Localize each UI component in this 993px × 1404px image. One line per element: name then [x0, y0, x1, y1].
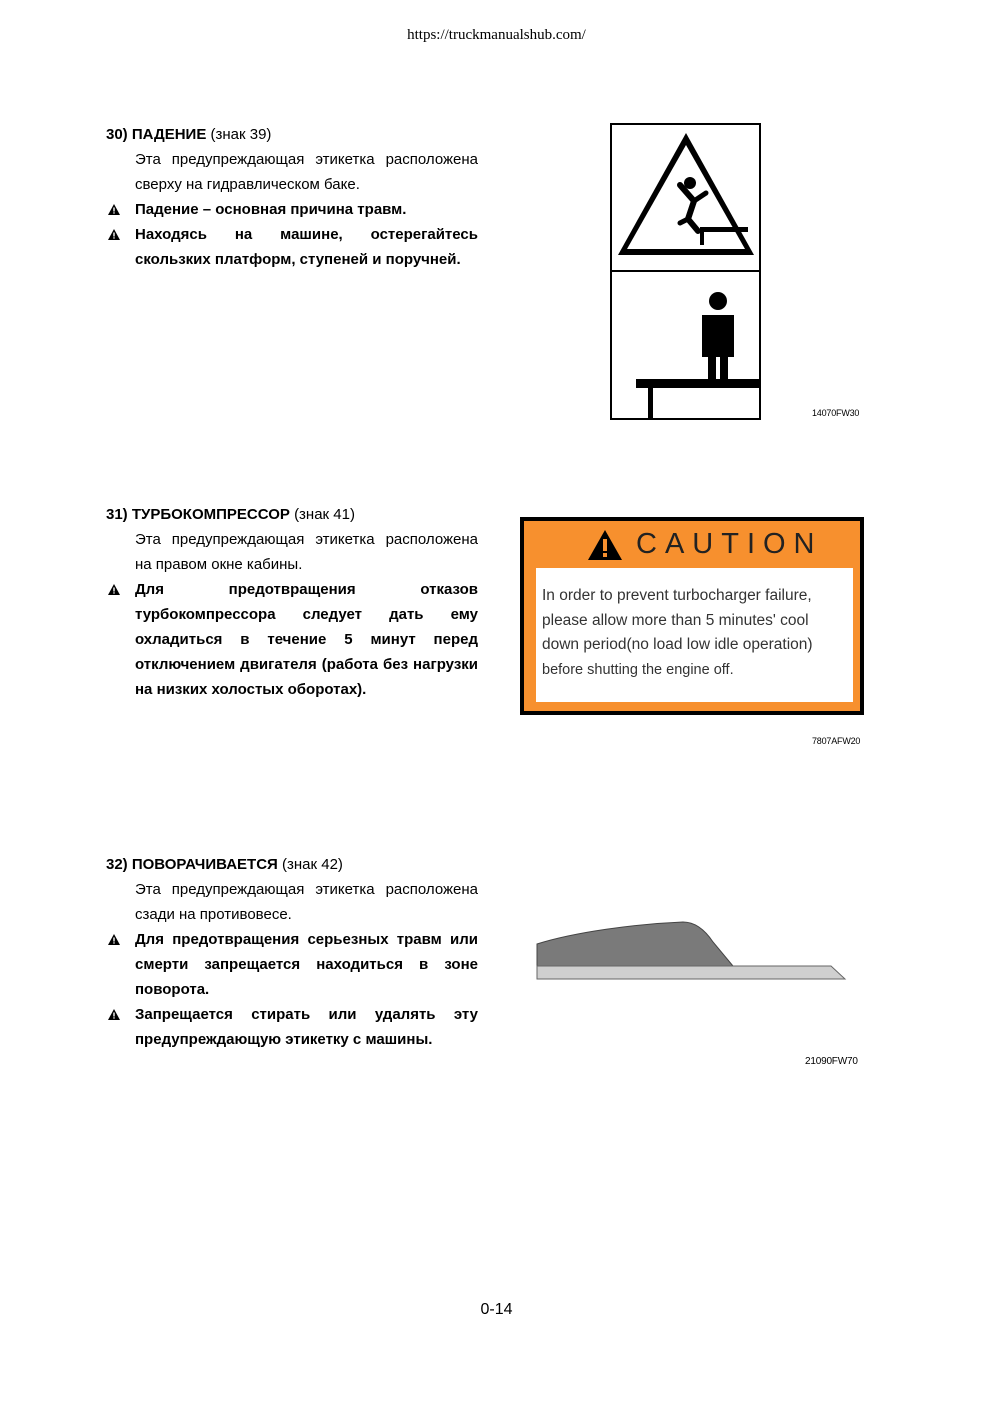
caution-text-box — [536, 568, 853, 702]
caution-triangle-icon — [588, 530, 622, 560]
warning-triangle-icon — [108, 204, 120, 215]
warning-triangle-icon — [108, 229, 120, 240]
section-description: Эта предупреждающая этикетка расположена сзади на противовесе. — [135, 881, 478, 923]
image-code: 21090FW70 — [805, 1056, 858, 1067]
caution-line: before shutting the engine off. — [542, 661, 734, 678]
section-title: 30) ПАДЕНИЕ (знак 39) — [106, 126, 272, 143]
warning-item: Падение – основная причина травм. — [106, 197, 478, 222]
section-description: Эта предупреждающая этикетка расположена на правом окне кабины. — [135, 531, 478, 573]
caution-label — [520, 517, 864, 715]
image-code: 7807AFW20 — [812, 736, 861, 746]
header-url: https://truckmanualshub.com/ — [407, 27, 586, 43]
section-32 — [106, 852, 478, 1052]
warning-triangle-icon — [108, 584, 120, 595]
warning-triangle-icon — [108, 1009, 120, 1020]
warning-item: Запрещается стирать или удалять эту предупреждающую этикетку с машины. — [106, 1002, 478, 1052]
warning-item: Находясь на машине, остерегайтесь скользких платформ, ступеней и поручней. — [106, 222, 478, 272]
caution-line: down period(no load low idle operation) — [542, 636, 813, 653]
section-description: Эта предупреждающая этикетка расположена сверху на гидравлическом баке. — [135, 151, 478, 193]
section-title: 31) ТУРБОКОМПРЕССОР (знак 41) — [106, 506, 355, 523]
warning-triangle-icon — [108, 934, 120, 945]
warning-item: Для предотвращения серьезных травм или смерти запрещается находиться в зоне поворота. — [106, 927, 478, 1002]
caution-heading: CAUTION — [636, 528, 823, 560]
section-title: 32) ПОВОРАЧИВАЕТСЯ (знак 42) — [106, 856, 343, 873]
section-30 — [106, 122, 478, 272]
page-number: 0-14 — [480, 1301, 513, 1318]
image-code: 14070FW30 — [812, 408, 860, 418]
fall-hazard-sign — [610, 123, 762, 420]
counterweight-illustration — [535, 918, 847, 982]
caution-line: please allow more than 5 minutes' cool — [542, 611, 809, 629]
section-31 — [106, 502, 478, 702]
caution-line: In order to prevent turbocharger failure, — [542, 587, 812, 604]
warning-item: Для предотвращения отказов турбокомпрессора следует дать ему охладиться в течение 5 минут перед отключением двигателя (работа без нагрузки на низких холостых оборотах). — [106, 577, 478, 702]
